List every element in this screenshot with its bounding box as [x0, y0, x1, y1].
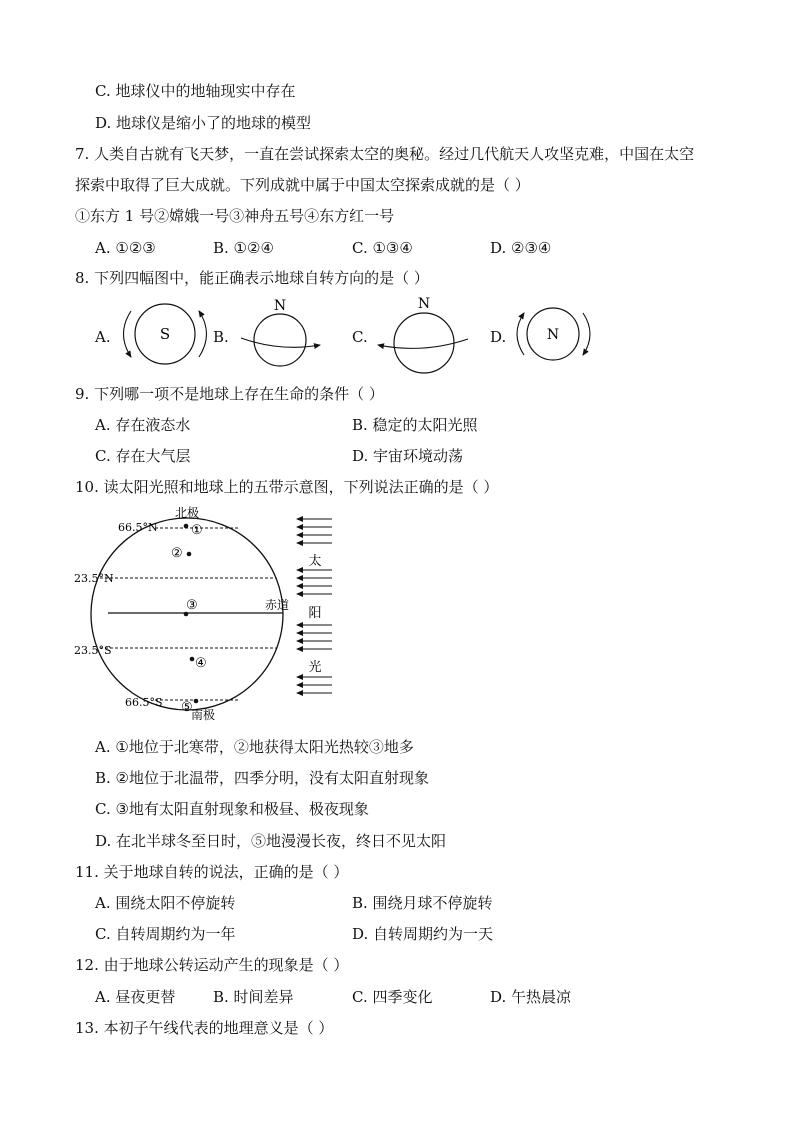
- q10-point-1-label: ①: [191, 523, 203, 538]
- q10-sun-label-1: 太: [308, 554, 322, 569]
- q10-point-2-dot: [187, 552, 192, 557]
- q8-globe-a: [124, 304, 207, 364]
- q10-sun-label-2: 阳: [308, 606, 322, 621]
- q7-option-a: A. ①②③: [95, 239, 156, 257]
- q10-sun-label-3: 光: [308, 660, 322, 675]
- q8-stem: 8. 下列四幅图中，能正确表示地球自转方向的是（ ）: [75, 269, 429, 287]
- q10-point-5-label: ⑤: [181, 700, 193, 715]
- q8-option-b-label: B.: [213, 328, 229, 346]
- q8-b-rotation-arrow: [241, 338, 320, 347]
- q10-point-5-dot: [194, 699, 199, 704]
- q12-option-b: B. 时间差异: [213, 988, 294, 1006]
- q9-option-b: B. 稳定的太阳光照: [352, 416, 478, 434]
- q9-option-c: C. 存在大气层: [95, 447, 191, 465]
- q10-equator-label: 赤道: [265, 598, 290, 612]
- q12-option-a: A. 昼夜更替: [95, 988, 176, 1006]
- q10-point-2-label: ②: [171, 546, 183, 561]
- q8-globe-d-label: N: [546, 327, 560, 343]
- q12-option-d: D. 午热晨凉: [490, 988, 572, 1006]
- q8-globe-c-label: N: [417, 296, 431, 312]
- q8-globe-b-label: N: [273, 298, 287, 314]
- q10-point-1-dot: [184, 524, 189, 529]
- q10-label-66s: 66.5°S: [125, 696, 163, 709]
- q11-stem: 11. 关于地球自转的说法，正确的是（ ）: [75, 863, 349, 881]
- q9-stem: 9. 下列哪一项不是地球上存在生命的条件（ ）: [75, 385, 384, 403]
- q11-option-c: C. 自转周期约为一年: [95, 925, 236, 943]
- q13-stem: 13. 本初子午线代表的地理意义是（ ）: [75, 1019, 334, 1037]
- q8-option-c-label: C.: [352, 328, 368, 346]
- q10-label-66n: 66.5°N: [118, 521, 158, 534]
- q10-five-zones-diagram: [60, 505, 350, 730]
- q10-north-pole-label: 北极: [174, 506, 200, 520]
- q12-option-c: C. 四季变化: [352, 988, 433, 1006]
- q9-option-d: D. 宇宙环境动荡: [352, 447, 464, 465]
- q8-option-a-label: A.: [95, 328, 111, 346]
- q6-option-d: D. 地球仪是缩小了的地球的模型: [95, 114, 312, 132]
- q10-option-a: A. ①地位于北寒带，②地获得太阳光热较③地多: [95, 738, 414, 756]
- q10-point-4-label: ④: [195, 656, 207, 671]
- q10-south-pole-label: 南极: [190, 708, 216, 722]
- q7-option-c: C. ①③④: [352, 239, 413, 257]
- q8-option-d-label: D.: [490, 328, 507, 346]
- q7-option-b: B. ①②④: [213, 239, 274, 257]
- q8-globe-b: [241, 298, 320, 366]
- q7-items: ①东方 1 号②嫦娥一号③神舟五号④东方红一号: [75, 207, 395, 225]
- q11-option-b: B. 围绕月球不停旋转: [352, 894, 493, 912]
- q8-globe-c: [378, 296, 468, 373]
- q8-a-right-arrow: [199, 311, 207, 357]
- q7-stem-line2: 探索中取得了巨大成就。下列成就中属于中国太空探索成就的是（ ）: [75, 176, 530, 194]
- q10-option-b: B. ②地位于北温带，四季分明，没有太阳直射现象: [95, 769, 430, 787]
- q11-option-d: D. 自转周期约为一天: [352, 925, 494, 943]
- q10-stem: 10. 读太阳光照和地球上的五带示意图，下列说法正确的是（ ）: [75, 478, 499, 496]
- q8-globe-d: [517, 308, 590, 360]
- q8-d-right-arrow: [583, 313, 590, 355]
- q10-label-23n: 23.5°N: [74, 572, 114, 585]
- q10-point-3-label: ③: [186, 598, 198, 613]
- q10-option-c: C. ③地有太阳直射现象和极昼、极夜现象: [95, 800, 369, 818]
- q11-option-a: A. 围绕太阳不停旋转: [95, 894, 236, 912]
- q10-option-d: D. 在北半球冬至日时，⑤地漫漫长夜，终日不见太阳: [95, 832, 447, 850]
- q8-a-left-arrow: [124, 311, 132, 357]
- q10-point-4-dot: [190, 657, 195, 662]
- q7-stem-line1: 7. 人类自古就有飞天梦，一直在尝试探索太空的奥秘。经过几代航天人攻坚克难，中国在太空: [75, 145, 695, 163]
- q7-option-d: D. ②③④: [490, 239, 552, 257]
- q6-option-c: C. 地球仪中的地轴现实中存在: [95, 82, 296, 100]
- q9-option-a: A. 存在液态水: [95, 416, 191, 434]
- q10-label-23s: 23.5°S: [74, 644, 112, 657]
- q8-globe-a-label: S: [159, 325, 171, 343]
- q8-d-left-arrow: [517, 313, 524, 355]
- q12-stem: 12. 由于地球公转运动产生的现象是（ ）: [75, 956, 349, 974]
